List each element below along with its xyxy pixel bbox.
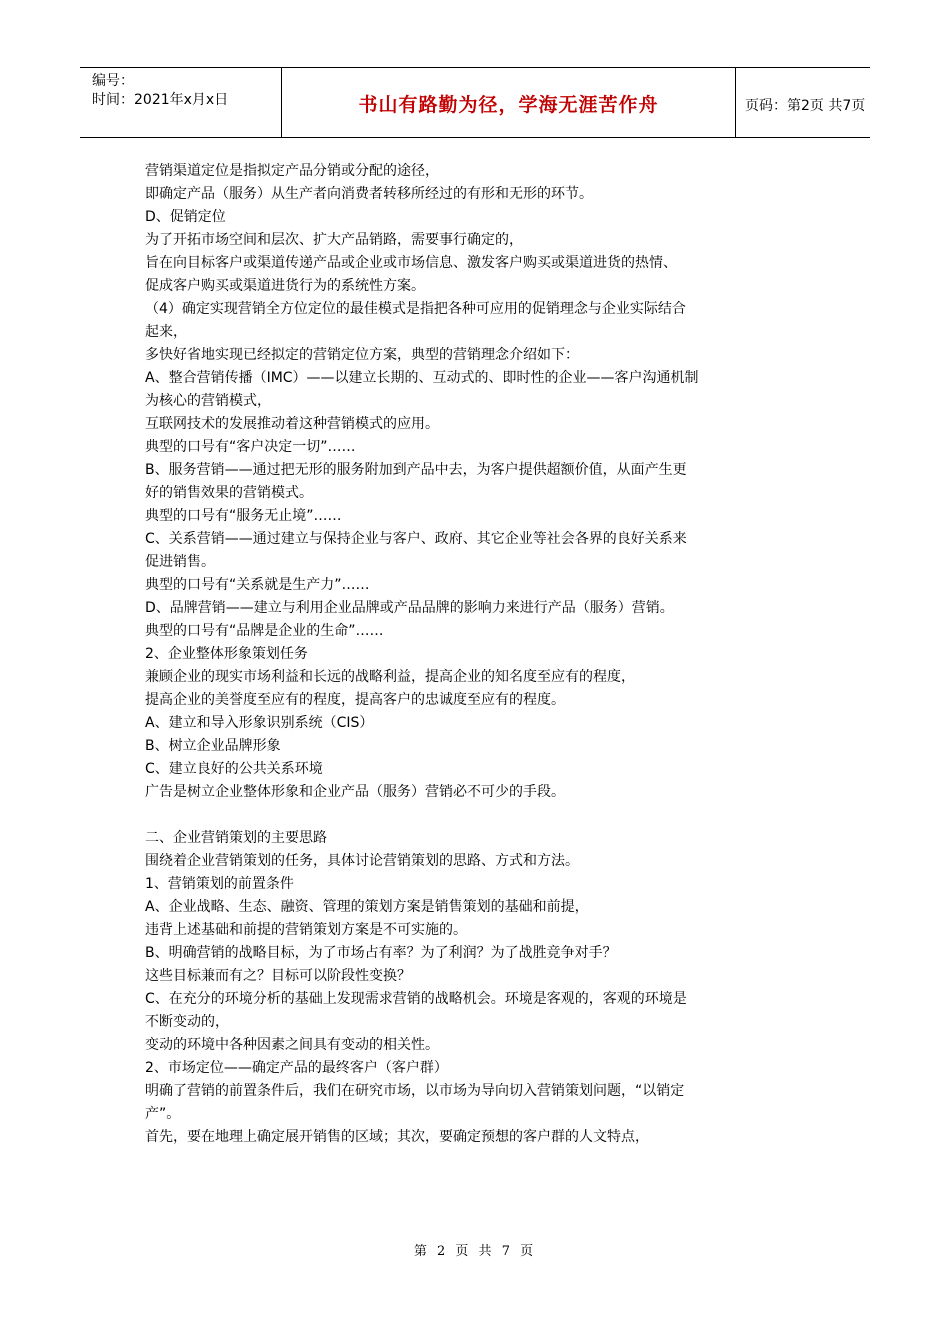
body-text-line: 典型的口号有“品牌是企业的生命”…… <box>145 623 384 639</box>
body-text-line: B、明确营销的战略目标，为了市场占有率？为了利润？为了战胜竞争对手？ <box>145 945 617 961</box>
header-page-number: 页码：第2页 共7页 <box>745 98 866 114</box>
body-text-line: 产”。 <box>145 1106 181 1122</box>
body-text-line: 广告是树立企业整体形象和企业产品（服务）营销必不可少的手段。 <box>145 784 565 800</box>
body-text-line: A、建立和导入形象识别系统（CIS） <box>145 715 374 731</box>
blank-line <box>145 804 815 827</box>
body-text-line: 起来， <box>145 324 187 340</box>
body-text-line: （4）确定实现营销全方位定位的最佳模式是指把各种可应用的促销理念与企业实际结合 <box>145 301 686 317</box>
header-motto: 书山有路勤为径，学海无涯苦作舟 <box>358 94 659 116</box>
body-text-line: 典型的口号有“客户决定一切”…… <box>145 439 356 455</box>
body-text-line: D、品牌营销——建立与利用企业品牌或产品品牌的影响力来进行产品（服务）营销。 <box>145 600 674 616</box>
body-text-line: 即确定产品（服务）从生产者向消费者转移所经过的有形和无形的环节。 <box>145 186 593 202</box>
document-body <box>145 160 815 1149</box>
body-text-line: 典型的口号有“关系就是生产力”…… <box>145 577 370 593</box>
body-text-line: 为了开拓市场空间和层次、扩大产品销路，需要事行确定的， <box>145 232 523 248</box>
body-text-line: A、企业战略、生态、融资、管理的策划方案是销售策划的基础和前提， <box>145 899 589 915</box>
body-text-line: C、关系营销——通过建立与保持企业与客户、政府、其它企业等社会各界的良好关系来 <box>145 531 687 547</box>
body-text-line: 首先，要在地理上确定展开销售的区域；其次，要确定预想的客户群的人文特点， <box>145 1129 649 1145</box>
body-text-line: 这些目标兼而有之？目标可以阶段性变换？ <box>145 968 411 984</box>
body-text-line: 促进销售。 <box>145 554 215 570</box>
body-text-line: 明确了营销的前置条件后，我们在研究市场，以市场为导向切入营销策划问题，“以销定 <box>145 1083 685 1099</box>
body-text-line: 促成客户购买或渠道进货行为的系统性方案。 <box>145 278 425 294</box>
body-text-line: A、整合营销传播（IMC）——以建立长期的、互动式的、即时性的企业——客户沟通机制 <box>145 370 699 386</box>
body-text-line: 典型的口号有“服务无止境”…… <box>145 508 342 524</box>
header-meta <box>80 68 280 137</box>
body-text-line: 二、企业营销策划的主要思路 <box>145 830 327 846</box>
body-text-line: 变动的环境中各种因素之间具有变动的相关性。 <box>145 1037 439 1053</box>
body-text-line: 多快好省地实现已经拟定的营销定位方案，典型的营销理念介绍如下： <box>145 347 579 363</box>
page-footer: 第 2 页 共 7 页 <box>413 1244 537 1259</box>
body-text-line: C、在充分的环境分析的基础上发现需求营销的战略机会。环境是客观的，客观的环境是 <box>145 991 687 1007</box>
body-text-line: 旨在向目标客户或渠道传递产品或企业或市场信息、激发客户购买或渠道进货的热情、 <box>145 255 677 271</box>
body-text-line: 营销渠道定位是指拟定产品分销或分配的途径， <box>145 163 439 179</box>
document-time-label: 时间：2021年x月x日 <box>92 92 229 108</box>
body-text-line: C、建立良好的公共关系环境 <box>145 761 323 777</box>
body-text-line: D、促销定位 <box>145 209 226 225</box>
body-text-line: 兼顾企业的现实市场利益和长远的战略利益，提高企业的知名度至应有的程度， <box>145 669 635 685</box>
header-motto-cell <box>281 68 736 137</box>
body-text-line: 2、企业整体形象策划任务 <box>145 646 308 662</box>
body-text-line: B、服务营销——通过把无形的服务附加到产品中去，为客户提供超额价值，从面产生更 <box>145 462 687 478</box>
body-text-line: 提高企业的美誉度至应有的程度，提高客户的忠诚度至应有的程度。 <box>145 692 565 708</box>
header-page-cell <box>735 68 870 137</box>
body-text-line: 互联网技术的发展推动着这种营销模式的应用。 <box>145 416 439 432</box>
body-text-line: 不断变动的， <box>145 1014 229 1030</box>
body-text-line: B、树立企业品牌形象 <box>145 738 281 754</box>
page-header <box>80 67 870 138</box>
body-text-line: 好的销售效果的营销模式。 <box>145 485 313 501</box>
body-text-line: 2、市场定位——确定产品的最终客户（客户群） <box>145 1060 448 1076</box>
body-text-line: 违背上述基础和前提的营销策划方案是不可实施的。 <box>145 922 467 938</box>
body-text-line: 1、营销策划的前置条件 <box>145 876 294 892</box>
document-number-label: 编号： <box>92 73 134 89</box>
body-text-line: 围绕着企业营销策划的任务，具体讨论营销策划的思路、方式和方法。 <box>145 853 579 869</box>
body-text-line: 为核心的营销模式， <box>145 393 271 409</box>
